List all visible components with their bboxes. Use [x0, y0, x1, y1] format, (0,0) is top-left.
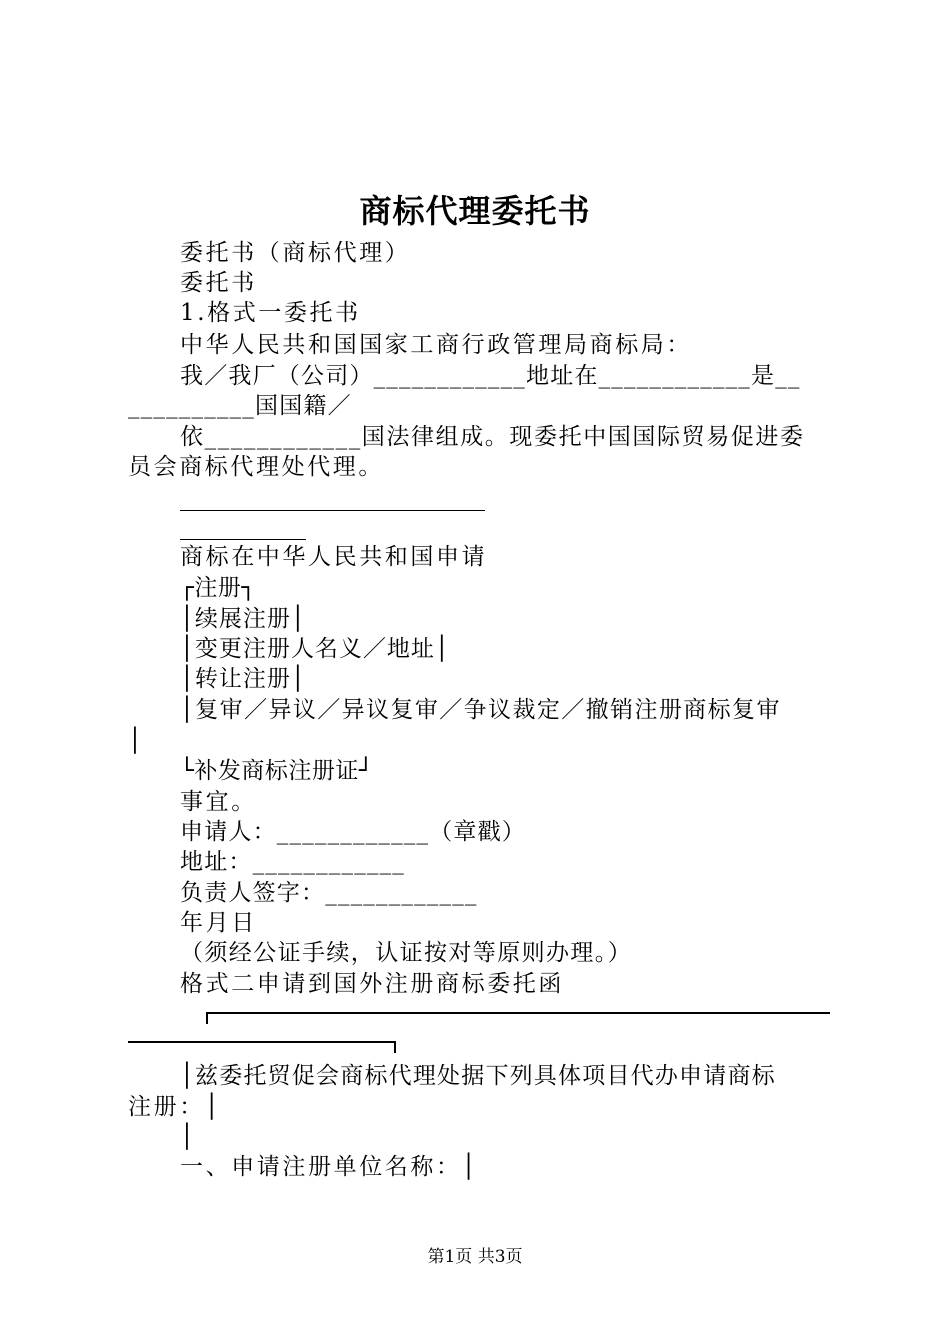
table-border-top	[206, 1012, 830, 1014]
text-line: │变更注册人名义／地址│	[180, 636, 450, 662]
text-line: 我／我厂（公司）____________地址在____________是__	[180, 363, 801, 389]
text-line: 注册：│	[128, 1094, 222, 1120]
text-line: 格式二申请到国外注册商标委托函	[180, 971, 564, 997]
text-line: __________国国籍／	[128, 393, 352, 419]
text-line: 申请人：____________（章戳）	[180, 819, 526, 845]
text-line: │续展注册│	[180, 606, 306, 632]
text-line: 年月日	[180, 910, 257, 936]
text-line: │复审／异议／异议复审／争议裁定／撤销注册商标复审	[180, 697, 781, 723]
text-line: │	[128, 728, 145, 754]
signature-rule-short	[180, 539, 306, 540]
text-line: │转让注册│	[180, 666, 306, 692]
text-line: 中华人民共和国国家工商行政管理局商标局：	[180, 332, 692, 358]
table-border-corner-right	[394, 1041, 396, 1053]
text-line: 员会商标代理处代理。	[128, 454, 384, 480]
text-line: 委托书（商标代理）	[180, 240, 411, 266]
text-line: 负责人签字：____________	[180, 880, 478, 906]
text-line: │兹委托贸促会商标代理处据下列具体项目代办申请商标	[180, 1063, 776, 1089]
text-line: 一、申请注册单位名称：│	[180, 1154, 479, 1180]
document-title: 商标代理委托书	[359, 192, 591, 230]
signature-rule	[180, 510, 485, 511]
text-line: 事宜。	[180, 789, 257, 815]
text-line: 地址：____________	[180, 849, 405, 875]
table-border-top-continued	[128, 1041, 396, 1043]
text-line: 商标在中华人民共和国申请	[180, 544, 488, 570]
text-line: │	[180, 1124, 197, 1150]
text-line: 依____________国法律组成。现委托中国国际贸易促进委	[180, 424, 805, 450]
text-line: └补发商标注册证┘	[180, 758, 374, 784]
text-line: （须经公证手续，认证按对等原则办理。）	[180, 940, 633, 966]
text-line: 1.格式一委托书	[180, 300, 361, 326]
text-line: 委托书	[180, 270, 257, 296]
page-footer: 第1页 共3页	[427, 1247, 523, 1267]
text-line: ┌注册┐	[180, 575, 256, 601]
